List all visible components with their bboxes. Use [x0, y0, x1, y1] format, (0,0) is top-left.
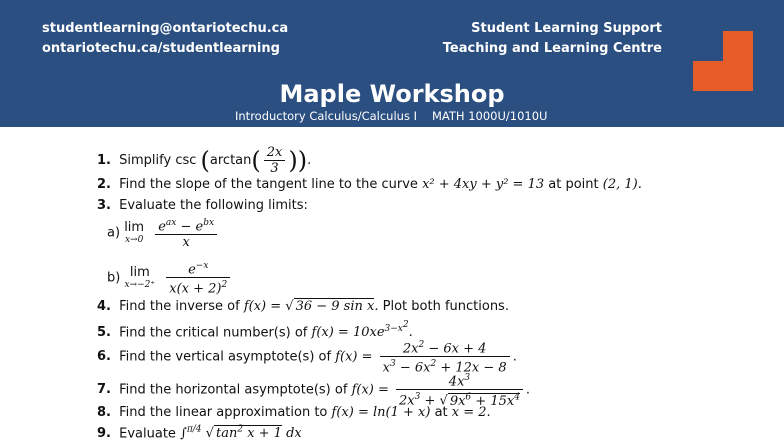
problem-2: 2. Find the slope of the tangent line to the curve x² + 4xy + y² = 13 at point (2, 1).: [97, 177, 642, 192]
logo-notch: [693, 31, 723, 61]
org-line-2: Teaching and Learning Centre: [442, 41, 662, 56]
problem-9: 9. Evaluate ∫$^{\pi/4}$ √ $\tan^2 x + 1$ dx: [97, 425, 302, 441]
contact-email[interactable]: studentlearning@ontariotechu.ca: [42, 21, 289, 36]
subtitle-course: Introductory Calculus/Calculus I: [235, 109, 417, 123]
problem-7: 7. Find the horizontal asymptote(s) of f(x) = $\frac{4x^3}{2x^3 + √ 9x^6 + 15x^4}$ .: [97, 373, 531, 409]
problem-list: [0, 127, 784, 441]
problem-1: 1. Simplify csc (arctan( $\frac{2x}{3}$ )).: [97, 145, 312, 176]
problem-6: 6. Find the vertical asymptote(s) of f(x) = $\frac{2x^2 - 6x + 4}{x^3 - 6x^2 + 12x - 8}$ .: [97, 340, 517, 376]
contact-url[interactable]: ontariotechu.ca/studentlearning: [42, 41, 280, 56]
problem-3: 3. Evaluate the following limits:: [97, 198, 308, 213]
problem-3b: b) lim x→−2⁺ $\frac{e^{-x}}{x(x + 2)^2}$: [107, 259, 233, 297]
problem-5: 5. Find the critical number(s) of $f(x) = 10xe^{3-x^2}$.: [97, 320, 413, 341]
problem-8: 8. Find the linear approximation to f(x) = ln(1 + x) at x = 2.: [97, 405, 491, 420]
subtitle-code: MATH 1000U/1010U: [432, 109, 548, 123]
problem-3a: a) lim x→0 $\frac{e^{ax} - e^{bx}}{x}$: [107, 216, 220, 250]
problem-4: 4. Find the inverse of f(x) = √ 36 − 9 sin x. Plot both functions.: [97, 299, 509, 314]
page-title: Maple Workshop: [279, 80, 505, 108]
org-line-1: Student Learning Support: [471, 21, 662, 36]
